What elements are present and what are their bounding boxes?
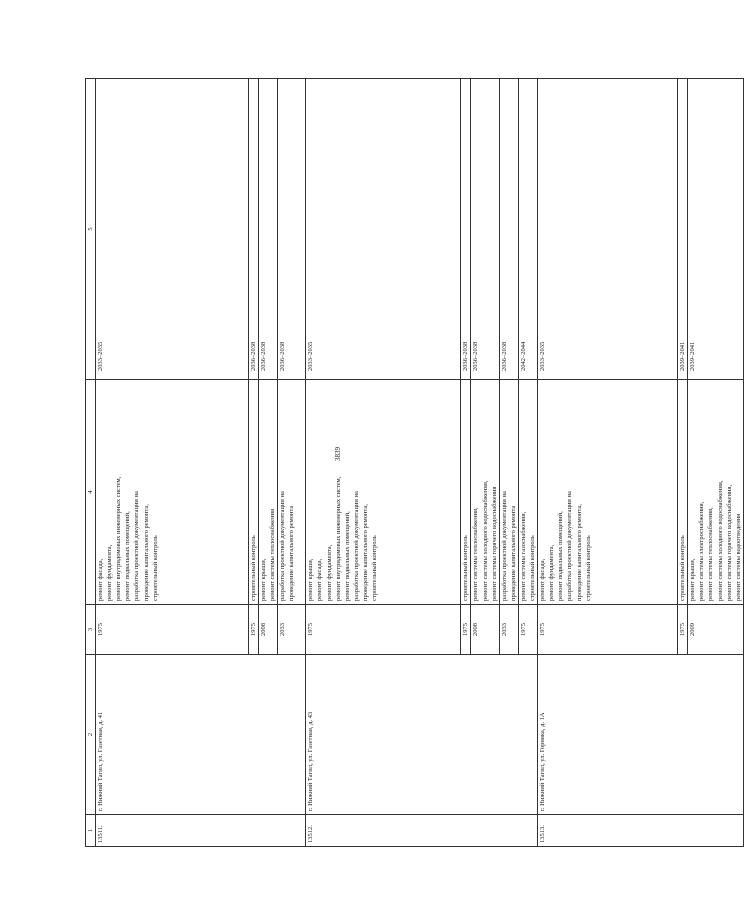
build-year: 2008: [259, 605, 278, 655]
build-year: 2009: [688, 605, 744, 655]
work-item: проведение капитального ремонта,: [361, 504, 369, 601]
col-header-3: 3: [86, 605, 96, 655]
repair-period: 2033–2035: [538, 79, 678, 380]
repair-period: 2039–2041: [678, 79, 688, 380]
work-list: [471, 380, 499, 605]
record-number: 13511.: [96, 815, 306, 847]
build-year: 1975: [249, 605, 259, 655]
build-year: 1975: [538, 605, 678, 655]
rotated-table-container: [85, 79, 742, 847]
repair-period: 2033–2035: [306, 79, 461, 380]
build-year: 2033: [499, 605, 518, 655]
work-list: [278, 380, 306, 605]
repair-period: 2039–2041: [688, 79, 744, 380]
repair-period: 2036–2038: [471, 79, 499, 380]
repair-period: 2042–2044: [518, 79, 537, 380]
build-year: 1975: [96, 605, 249, 655]
work-item: разработка проектной документации на: [566, 491, 574, 601]
build-year: 1975: [518, 605, 537, 655]
work-item: ремонт фасада,: [97, 558, 105, 601]
build-year: 1975: [306, 605, 461, 655]
work-item: ремонт крыши,: [260, 558, 268, 601]
work-item: ремонт фасада,: [316, 558, 324, 601]
col-header-5: 5: [86, 79, 96, 380]
work-item: проведение капитального ремонта: [509, 505, 517, 601]
work-item: ремонт системы холодного водоснабжения,: [481, 480, 489, 601]
work-item: строительный контроль: [151, 535, 159, 601]
col-header-2: 2: [86, 655, 96, 815]
repair-period: 2036–2038: [461, 79, 471, 380]
work-item: ремонт системы теплоснабжения,: [472, 507, 480, 601]
repair-period: 2033–2035: [96, 79, 249, 380]
work-item: ремонт системы холодного водоснабжения,: [716, 480, 724, 601]
build-year: 2033: [278, 605, 306, 655]
work-item: ремонт системы теплоснабжения,: [707, 507, 715, 601]
record-address: г. Нижний Тагил, ул. Горняка, д. 1А: [538, 655, 744, 815]
capital-repair-table: [85, 78, 744, 847]
work-item: строительный контроль: [529, 535, 537, 601]
work-item: разработка проектной документации на: [352, 491, 360, 601]
work-item: ремонт внутридомовых инженерных систем,: [115, 476, 123, 601]
work-item: строительный контроль: [679, 535, 687, 601]
record-number: 13512.: [306, 815, 538, 847]
work-item: строительный контроль: [584, 535, 592, 601]
work-item: проведение капитального ремонта,: [575, 504, 583, 601]
repair-period: 2036–2038: [278, 79, 306, 380]
work-item: ремонт подвальных помещений,: [343, 511, 351, 601]
work-item: разработка проектной документации на: [500, 491, 508, 601]
page-number: 3839: [334, 447, 342, 461]
work-item: ремонт фундамента,: [325, 544, 333, 601]
work-list: [96, 380, 249, 605]
work-item: проведение капитального ремонта,: [142, 504, 150, 601]
col-header-1: 1: [86, 815, 96, 847]
work-list: [259, 380, 278, 605]
work-list: [461, 380, 471, 605]
work-item: ремонт подвальных помещений,: [124, 511, 132, 601]
work-item: ремонт системы теплоснабжения: [269, 508, 277, 601]
work-item: ремонт системы электроснабжения,: [698, 501, 706, 601]
work-item: разработка проектной документации на: [279, 491, 287, 601]
record-address: г. Нижний Тагил, ул. Газетная, д. 41: [96, 655, 306, 815]
work-item: строительный контроль: [250, 535, 258, 601]
work-list: [306, 380, 461, 605]
work-item: ремонт внутридомовых инженерных систем,: [334, 476, 342, 601]
table-row: [538, 79, 678, 847]
header-row: [86, 79, 96, 847]
table-row: [306, 79, 461, 847]
work-list: [249, 380, 259, 605]
work-item: строительный контроль: [462, 535, 470, 601]
repair-period: 2036–2038: [259, 79, 278, 380]
work-list: [538, 380, 678, 605]
work-list: [518, 380, 537, 605]
record-address: г. Нижний Тагил, ул. Газетная, д. 43: [306, 655, 538, 815]
work-item: ремонт фундамента,: [548, 544, 556, 601]
table-body: [96, 79, 744, 847]
work-list: [678, 380, 688, 605]
work-item: ремонт подвальных помещений,: [557, 511, 565, 601]
col-header-4: 4: [86, 380, 96, 605]
build-year: 2008: [471, 605, 499, 655]
record-number: 13513.: [538, 815, 744, 847]
table-row: [96, 79, 249, 847]
repair-period: 2036–2038: [249, 79, 259, 380]
work-item: ремонт фундамента,: [106, 544, 114, 601]
work-item: строительный контроль: [371, 535, 379, 601]
work-list: [499, 380, 518, 605]
build-year: 1975: [461, 605, 471, 655]
work-item: ремонт системы горячего водоснабжения: [490, 486, 498, 601]
work-item: ремонт системы водоотведения: [734, 513, 742, 601]
work-item: ремонт системы горячего водоснабжения,: [725, 484, 733, 601]
work-item: разработка проектной документации на: [133, 491, 141, 601]
build-year: 1975: [678, 605, 688, 655]
work-list: [688, 380, 744, 605]
work-item: проведение капитального ремонта: [288, 505, 296, 601]
work-item: ремонт фасада,: [539, 558, 547, 601]
work-item: ремонт системы газоснабжения,: [519, 511, 527, 601]
repair-period: 2036–2038: [499, 79, 518, 380]
work-item: ремонт крыши,: [689, 558, 697, 601]
work-item: ремонт крыши,: [307, 558, 315, 601]
